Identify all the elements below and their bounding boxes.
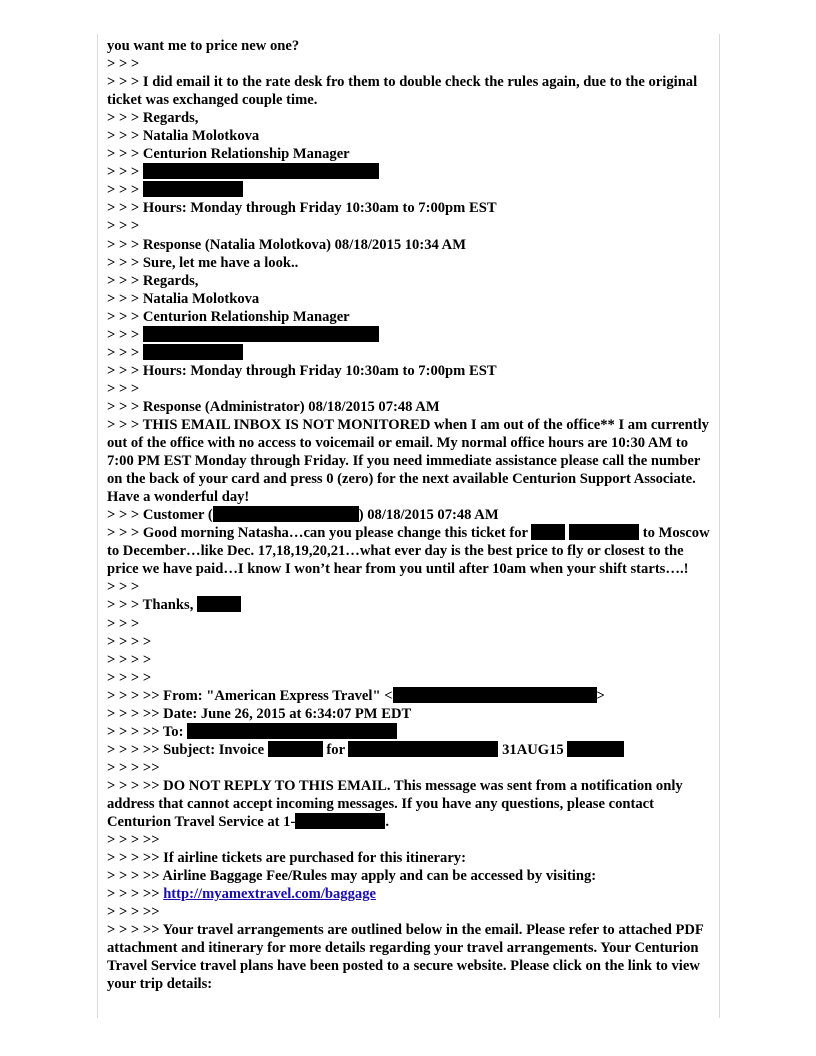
redaction-bar [531, 524, 565, 540]
auto-reply-paragraph: > > > THIS EMAIL INBOX IS NOT MONITORED when I am out of the office** I am currently out of the office with no access to voicemail or email. My normal office hours are 10:30 AM to 7:00 PM EST Monday through Friday. If you need immediate assistance please call the number on the back of your card and press 0 (zero) for the next available Centurion Support Associate. Have a wonderful day! [107, 416, 709, 506]
redaction-bar [213, 506, 359, 522]
quote-marker: > > > [107, 56, 140, 73]
quote-marker: > > > > [107, 651, 152, 668]
text-line: > > > Regards, [107, 272, 199, 289]
redaction-bar [143, 163, 379, 179]
quote-marker: > > > > [107, 633, 152, 650]
quote-marker: > > > [107, 579, 140, 596]
quote-marker: > > > >> [107, 904, 160, 921]
signature-name: > > > Natalia Molotkova [107, 290, 260, 307]
page-border-left [97, 34, 98, 1018]
redacted-line: > > > [107, 344, 711, 362]
response-header: > > > Response (Natalia Molotkova) 08/18/2015 10:34 AM [107, 236, 466, 253]
quote-marker: > > > >> [107, 759, 160, 776]
hours-line: > > > Hours: Monday through Friday 10:30am to 7:00pm EST [107, 200, 497, 217]
redaction-bar [567, 741, 624, 757]
redaction-bar [143, 344, 243, 360]
redaction-bar [143, 181, 243, 197]
quote-marker: > > > [107, 380, 140, 397]
baggage-link[interactable]: http://myamextravel.com/baggage [163, 886, 376, 903]
quote-marker: > > > [107, 218, 140, 235]
redaction-bar [393, 687, 597, 703]
email-body [107, 37, 711, 993]
quote-marker: > > > > [107, 669, 152, 686]
text-line: > > > >> If airline tickets are purchased for this itinerary: [107, 850, 466, 867]
text-line: > > > Regards, [107, 110, 199, 127]
signature-title: > > > Centurion Relationship Manager [107, 146, 350, 163]
header-date: > > > >> Date: June 26, 2015 at 6:34:07 PM EDT [107, 705, 412, 722]
redaction-bar [268, 741, 323, 757]
header-to: > > > >> To: [107, 723, 711, 741]
quote-marker: > > > [107, 615, 140, 632]
customer-header: > > > Customer ( ) 08/18/2015 07:48 AM [107, 507, 499, 524]
redaction-bar [187, 723, 397, 739]
redaction-bar [197, 596, 241, 612]
response-header: > > > Response (Administrator) 08/18/2015 07:48 AM [107, 398, 440, 415]
text-paragraph: > > > I did email it to the rate desk fro them to double check the rules again, due to the original ticket was exchanged couple time. [107, 74, 698, 109]
itinerary-paragraph: > > > >> Your travel arrangements are outlined below in the email. Please refer to attached PDF attachment and itinerary for more details regarding your travel arrangements. Your Centurion Travel Service travel plans have been posted to a secure website. Please click on the link to view your trip details: [107, 922, 704, 993]
closing-line: > > > Thanks, [107, 596, 711, 614]
redaction-bar [143, 326, 379, 342]
signature-name: > > > Natalia Molotkova [107, 128, 260, 145]
redaction-bar [348, 741, 498, 757]
page-border-right [719, 34, 720, 1018]
notice-paragraph: > > > >> DO NOT REPLY TO THIS EMAIL. This message was sent from a notification only address that cannot accept incoming messages. If you have any questions, please contact Centurion Travel Service at 1- . [107, 777, 683, 831]
redaction-bar [295, 813, 385, 829]
redacted-line: > > > [107, 326, 711, 344]
redaction-bar [569, 524, 639, 540]
quote-marker: > > > >> [107, 832, 160, 849]
signature-title: > > > Centurion Relationship Manager [107, 308, 350, 325]
hours-line: > > > Hours: Monday through Friday 10:30am to 7:00pm EST [107, 362, 497, 379]
redacted-line: > > > [107, 181, 711, 199]
link-line: > > > >> http://myamextravel.com/baggage [107, 886, 376, 903]
redacted-line: > > > [107, 163, 711, 181]
header-subject: > > > >> Subject: Invoice for 31AUG15 [107, 741, 711, 759]
text-line: > > > >> Airline Baggage Fee/Rules may apply and can be accessed by visiting: [107, 868, 597, 885]
text-line: > > > Sure, let me have a look.. [107, 254, 299, 271]
header-from: > > > >> From: "American Express Travel" < > [107, 687, 605, 704]
text-line: you want me to price new one? [107, 38, 300, 54]
customer-message: > > > Good morning Natasha…can you please change this ticket for to Moscow to December…like Dec. 17,18,19,20,21…what ever day is the best price to fly or closest to the price we have paid…I know I won’t hear from you until after 10am when your shift starts….! [107, 525, 710, 578]
